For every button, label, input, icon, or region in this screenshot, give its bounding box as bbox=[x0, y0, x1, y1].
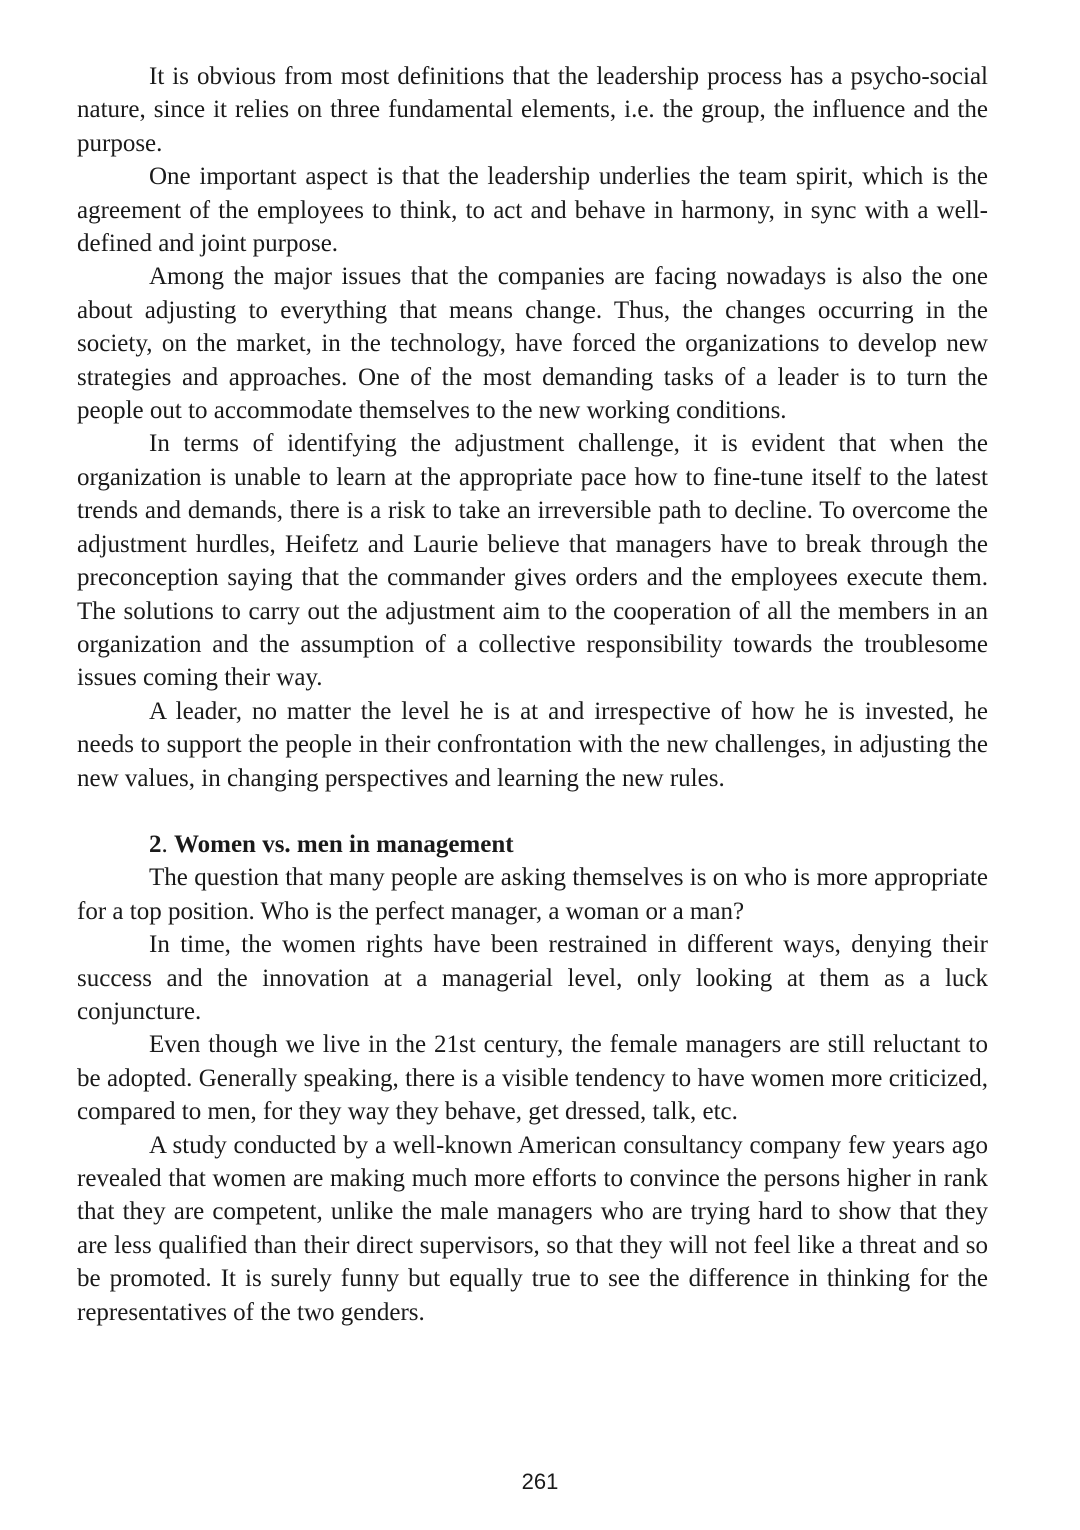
paragraph-female-managers: Even though we live in the 21st century, the female managers are still reluctant to be adopted. Generally speaking, there is a visible tendency to have women more criticized, compared to men, for they way they behave, get dressed, talk, etc. bbox=[77, 1031, 988, 1126]
section-separator: . bbox=[161, 830, 174, 858]
section-title: Women vs. men in management bbox=[174, 830, 514, 858]
paragraph-team-spirit: One important aspect is that the leadership underlies the team spirit, which is the agreement of the employees to think, to act and behave in harmony, in sync with a well-defined and joint purpose. bbox=[77, 163, 988, 258]
paragraph-adjustment-challenge: In terms of identifying the adjustment challenge, it is evident that when the organization is unable to learn at the appropriate pace how to fine-tune itself to the latest trends and demands, there is a risk to take an irreversible path to decline. To overcome the adjustment hurdles, Heifetz and Laurie believe that managers have to break through the preconception saying that the commander gives orders and the employees execute them. The solutions to carry out the adjustment aim to the cooperation of all the members in an organization and the assumption of a collective responsibility towards the troublesome issues coming their way. bbox=[77, 430, 988, 692]
page-number: 261 bbox=[521, 1469, 559, 1494]
paragraph-leadership-psychosocial: It is obvious from most definitions that the leadership process has a psycho-social nature, since it relies on three fundamental elements, i.e. the group, the influence and the purpose. bbox=[77, 63, 988, 157]
paragraph-consultancy-study: A study conducted by a well-known American consultancy company few years ago revealed that women are making much more efforts to convince the persons higher in rank that they are competent, unlike the male managers who are trying hard to show that they are less qualified than their direct supervisors, so that they will not feel like a threat and so be promoted. It is surely funny but equally true to see the difference in thinking for the representatives of the two genders. bbox=[77, 1131, 988, 1326]
section-number: 2 bbox=[149, 830, 162, 858]
paragraph-women-rights: In time, the women rights have been restrained in different ways, denying their success and the innovation at a managerial level, only looking at them as a luck conjuncture. bbox=[77, 931, 988, 1025]
section-heading bbox=[77, 828, 988, 861]
paragraph-adjusting-change: Among the major issues that the companies are facing nowadays is also the one about adjusting to everything that means change. Thus, the changes occurring in the society, on the market, in the technology, have forced the organizations to develop new strategies and approaches. One of the most demanding tasks of a leader is to turn the people out to accommodate themselves to the new working conditions. bbox=[77, 263, 988, 425]
paragraph-perfect-manager: The question that many people are asking themselves is on who is more appropriate for a top position. Who is the perfect manager, a woman or a man? bbox=[77, 864, 988, 925]
page-body bbox=[77, 60, 988, 1329]
paragraph-leader-support: A leader, no matter the level he is at and irrespective of how he is invested, he needs to support the people in their confrontation with the new challenges, in adjusting the new values, in changing perspectives and learning the new rules. bbox=[77, 697, 988, 792]
